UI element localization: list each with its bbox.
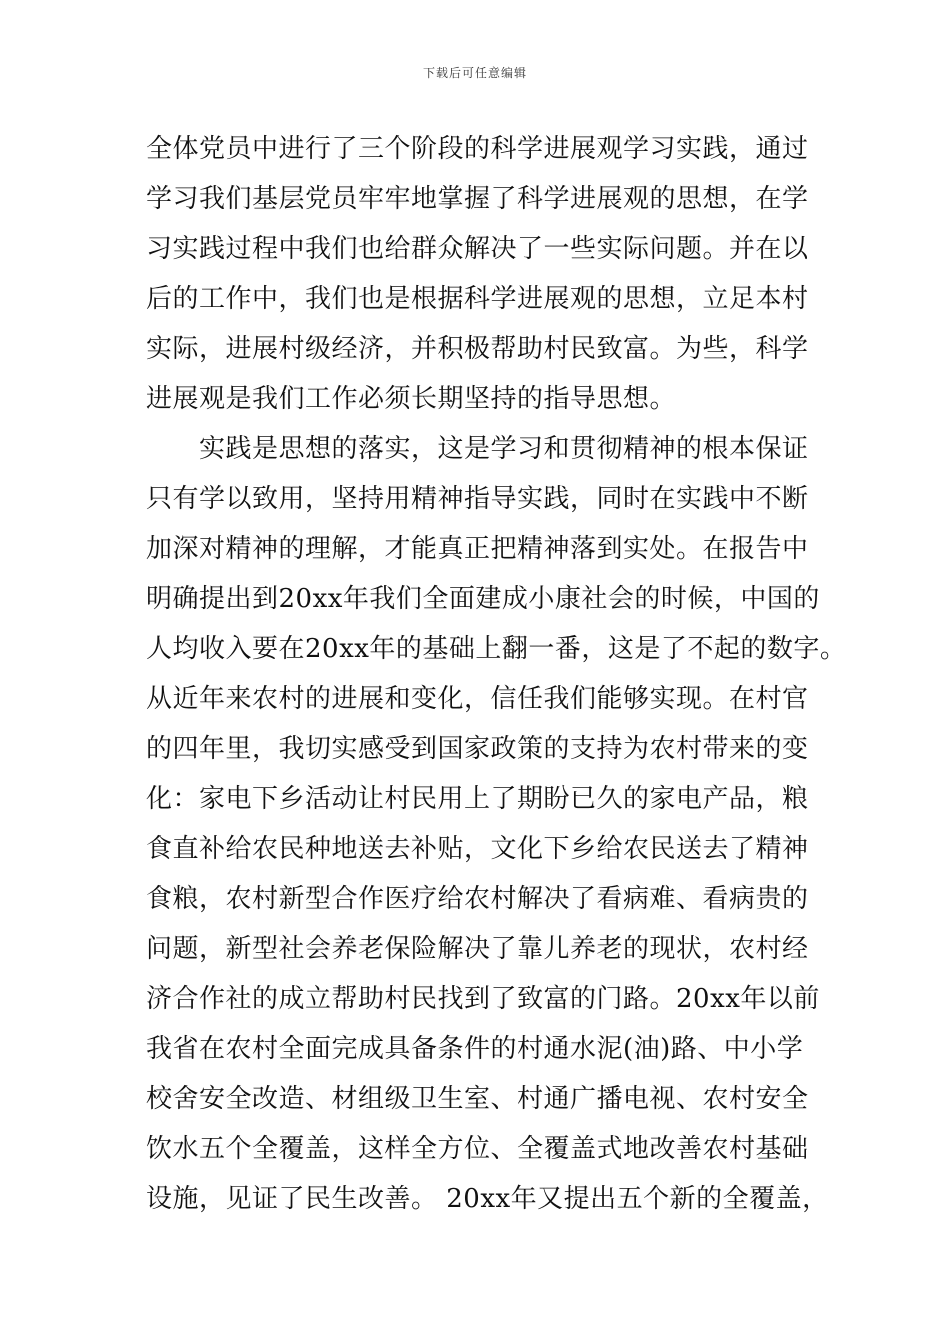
text-line: 我省在农村全面完成具备条件的村通水泥(油)路、中小学 xyxy=(146,1034,804,1064)
text-line: 学习我们基层党员牢牢地掌握了科学进展观的思想，在学 xyxy=(146,184,809,214)
text-line: 实践是思想的落实，这是学习和贯彻精神的根本保证 xyxy=(146,434,809,464)
text-line: 习实践过程中我们也给群众解决了一些实际问题。并在以 xyxy=(146,234,809,264)
text-line: 加深对精神的理解，才能真正把精神落到实处。在报告中 xyxy=(146,534,809,564)
text-line: 人均收入要在20xx年的基础上翻一番，这是了不起的数字。 xyxy=(146,634,847,664)
text-line: 食直补给农民种地送去补贴，文化下乡给农民送去了精神 xyxy=(146,834,809,864)
text-line: 从近年来农村的进展和变化，信任我们能够实现。在村官 xyxy=(146,684,809,714)
text-line: 实际，进展村级经济，并积极帮助村民致富。为些，科学 xyxy=(146,334,809,364)
text-line: 食粮，农村新型合作医疗给农村解决了看病难、看病贵的 xyxy=(146,884,809,914)
text-line: 只有学以致用，坚持用精神指导实践，同时在实践中不断 xyxy=(146,484,809,514)
text-line: 设施，见证了民生改善。 20xx年又提出五个新的全覆盖， xyxy=(146,1184,829,1214)
text-line: 的四年里，我切实感受到国家政策的支持为农村带来的变 xyxy=(146,734,809,764)
text-line: 全体党员中进行了三个阶段的科学进展观学习实践，通过 xyxy=(146,134,809,164)
text-line: 问题，新型社会养老保险解决了靠儿养老的现状，农村经 xyxy=(146,934,809,964)
text-line: 校舍安全改造、材组级卫生室、村通广播电视、农村安全 xyxy=(146,1084,809,1114)
text-line: 济合作社的成立帮助村民找到了致富的门路。20xx年以前 xyxy=(146,984,820,1014)
text-line: 进展观是我们工作必须长期坚持的指导思想。 xyxy=(146,384,677,414)
text-line: 后的工作中，我们也是根据科学进展观的思想，立足本村 xyxy=(146,284,809,314)
text-line: 饮水五个全覆盖，这样全方位、全覆盖式地改善农村基础 xyxy=(146,1134,809,1164)
page-header: 下载后可任意编辑 xyxy=(422,66,527,80)
text-line: 明确提出到20xx年我们全面建成小康社会的时候，中国的 xyxy=(146,584,820,614)
text-line: 化：家电下乡活动让村民用上了期盼已久的家电产品，粮 xyxy=(146,784,809,814)
